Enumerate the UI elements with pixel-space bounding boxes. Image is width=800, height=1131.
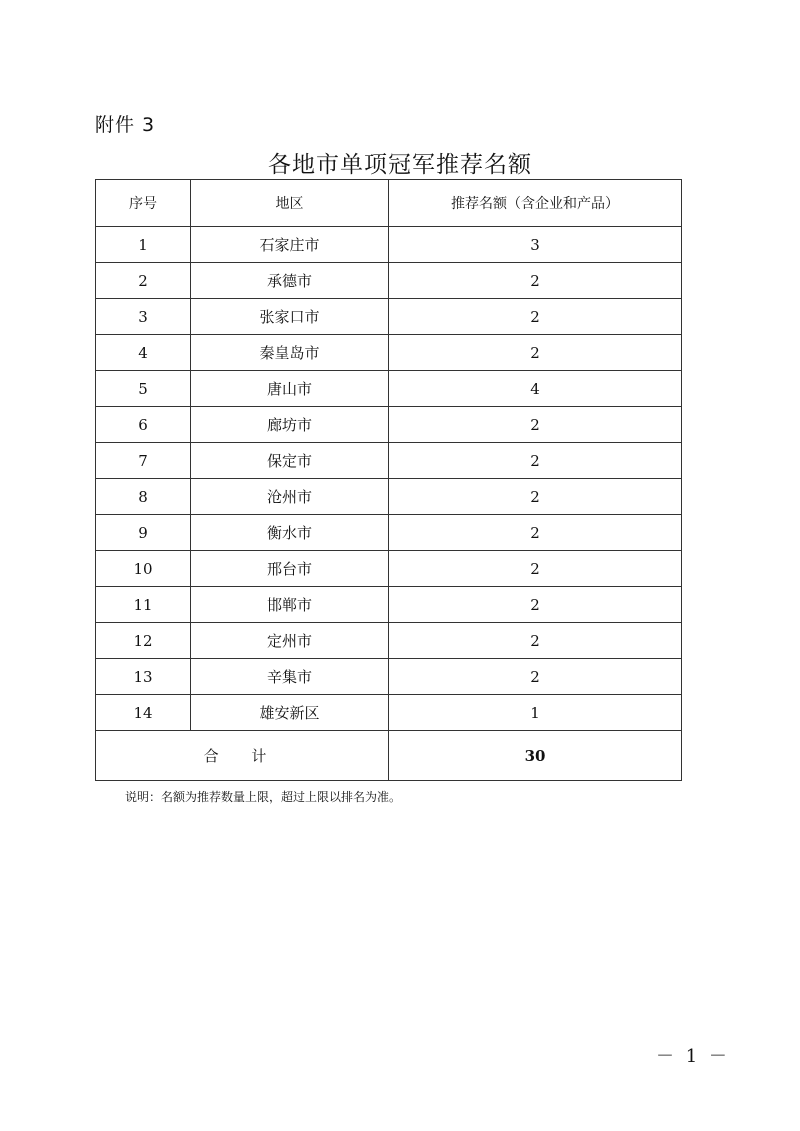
row-region-cell: 沧州市 bbox=[191, 479, 389, 515]
row-index-cell: 7 bbox=[96, 443, 191, 479]
page-number: － 1 － bbox=[656, 1046, 730, 1067]
row-index-cell: 9 bbox=[96, 515, 191, 551]
row-index-cell: 6 bbox=[96, 407, 191, 443]
header-region: 地区 bbox=[191, 180, 389, 227]
total-value: 30 bbox=[389, 731, 682, 781]
row-index-cell: 5 bbox=[96, 371, 191, 407]
header-index: 序号 bbox=[96, 180, 191, 227]
row-index-cell: 14 bbox=[96, 695, 191, 731]
row-quota-cell: 4 bbox=[389, 371, 682, 407]
header-quota: 推荐名额（含企业和产品） bbox=[389, 180, 682, 227]
row-quota-cell: 2 bbox=[389, 551, 682, 587]
row-region-cell: 定州市 bbox=[191, 623, 389, 659]
table-row bbox=[96, 407, 682, 443]
table-row bbox=[96, 443, 682, 479]
row-quota-cell: 2 bbox=[389, 479, 682, 515]
row-quota-cell: 2 bbox=[389, 659, 682, 695]
row-quota-cell: 2 bbox=[389, 263, 682, 299]
row-index-cell: 8 bbox=[96, 479, 191, 515]
row-quota-cell: 2 bbox=[389, 443, 682, 479]
total-row bbox=[96, 731, 682, 781]
attachment-label: 附件 3 bbox=[95, 114, 156, 136]
row-region-cell: 廊坊市 bbox=[191, 407, 389, 443]
table-row bbox=[96, 479, 682, 515]
table-row bbox=[96, 335, 682, 371]
row-index-cell: 2 bbox=[96, 263, 191, 299]
row-index-cell: 3 bbox=[96, 299, 191, 335]
row-quota-cell: 2 bbox=[389, 623, 682, 659]
document-title: 各地市单项冠军推荐名额 bbox=[268, 152, 532, 178]
row-region-cell: 承德市 bbox=[191, 263, 389, 299]
row-region-cell: 张家口市 bbox=[191, 299, 389, 335]
total-label: 合 计 bbox=[96, 731, 389, 781]
row-quota-cell: 2 bbox=[389, 299, 682, 335]
table-row bbox=[96, 623, 682, 659]
quota-table bbox=[95, 179, 682, 781]
table-row bbox=[96, 515, 682, 551]
row-region-cell: 石家庄市 bbox=[191, 227, 389, 263]
row-region-cell: 唐山市 bbox=[191, 371, 389, 407]
row-index-cell: 13 bbox=[96, 659, 191, 695]
row-region-cell: 辛集市 bbox=[191, 659, 389, 695]
row-region-cell: 秦皇岛市 bbox=[191, 335, 389, 371]
row-region-cell: 邯郸市 bbox=[191, 587, 389, 623]
row-quota-cell: 2 bbox=[389, 335, 682, 371]
table-row bbox=[96, 371, 682, 407]
table-row bbox=[96, 263, 682, 299]
row-index-cell: 1 bbox=[96, 227, 191, 263]
row-quota-cell: 3 bbox=[389, 227, 682, 263]
table-row bbox=[96, 695, 682, 731]
row-index-cell: 4 bbox=[96, 335, 191, 371]
table-row bbox=[96, 659, 682, 695]
note: 说明：名额为推荐数量上限，超过上限以排名为准。 bbox=[125, 790, 402, 804]
table-body bbox=[96, 227, 682, 731]
row-index-cell: 12 bbox=[96, 623, 191, 659]
table-row bbox=[96, 587, 682, 623]
row-quota-cell: 2 bbox=[389, 407, 682, 443]
row-region-cell: 保定市 bbox=[191, 443, 389, 479]
row-index-cell: 10 bbox=[96, 551, 191, 587]
row-region-cell: 衡水市 bbox=[191, 515, 389, 551]
row-index-cell: 11 bbox=[96, 587, 191, 623]
row-quota-cell: 2 bbox=[389, 515, 682, 551]
table-row bbox=[96, 551, 682, 587]
table-header-row bbox=[96, 180, 682, 227]
row-region-cell: 雄安新区 bbox=[191, 695, 389, 731]
row-quota-cell: 2 bbox=[389, 587, 682, 623]
table-row bbox=[96, 299, 682, 335]
row-region-cell: 邢台市 bbox=[191, 551, 389, 587]
row-quota-cell: 1 bbox=[389, 695, 682, 731]
table-row bbox=[96, 227, 682, 263]
